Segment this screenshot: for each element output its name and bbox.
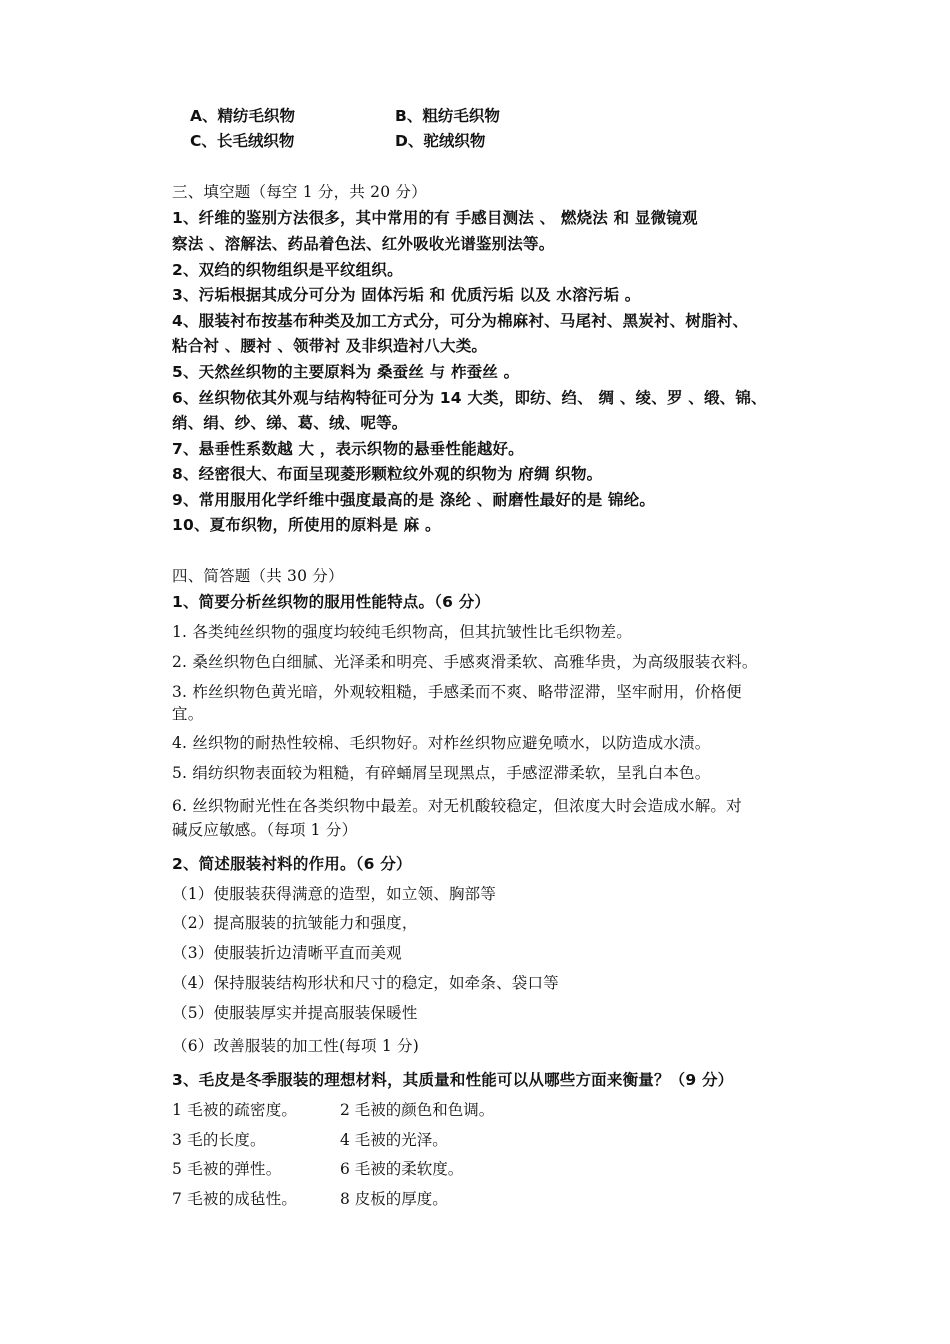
section4-heading: 四、简答题（共 30 分） [172,567,344,585]
fill-line: 2、双绉的织物组织是平纹组织。 [172,261,403,279]
fill-line: 5、天然丝织物的主要原料为 桑蚕丝 与 柞蚕丝 。 [172,363,520,381]
answer-line: 碱反应敏感。（每项 1 分） [172,821,358,839]
fill-line: 6、丝织物依其外观与结构特征可分为 14 大类，即纺、绉、 绸 、绫、罗 、缎、锦、 [172,389,767,407]
answer-item: 2 毛被的颜色和色调。 [340,1101,495,1119]
question-1-title: 1、简要分析丝织物的服用性能特点。（6 分） [172,593,491,611]
answer-line: 4. 丝织物的耐热性较棉、毛织物好。对柞丝织物应避免喷水，以防造成水渍。 [172,734,711,752]
answer-line: （6）改善服装的加工性(每项 1 分) [172,1037,419,1055]
option-a: A、精纺毛织物 [190,107,295,125]
fill-line: 9、常用服用化学纤维中强度最高的是 涤纶 、耐磨性最好的是 锦纶。 [172,491,656,509]
answer-item: 7 毛被的成毡性。 [172,1190,298,1208]
answer-line: （4）保持服装结构形状和尺寸的稳定，如牵条、袋口等 [172,974,559,992]
fill-line: 4、服装衬布按基布种类及加工方式分，可分为棉麻衬、马尾衬、黑炭衬、树脂衬、 [172,312,749,330]
fill-line: 7、悬垂性系数越 大 ，表示织物的悬垂性能越好。 [172,440,524,458]
answer-line: 5. 绢纺织物表面较为粗糙，有碎蛹屑呈现黑点，手感涩滞柔软，呈乳白本色。 [172,764,711,782]
answer-line: 3. 柞丝织物色黄光暗，外观较粗糙，手感柔而不爽、略带涩滞，坚牢耐用，价格便 [172,683,742,701]
answer-line: （5）使服装厚实并提高服装保暖性 [172,1004,418,1022]
option-c: C、长毛绒织物 [190,132,295,150]
fill-line: 1、纤维的鉴别方法很多，其中常用的有 手感目测法 、 燃烧法 和 显微镜观 [172,209,698,227]
answer-line: （3）使服装折边清晰平直而美观 [172,944,402,962]
option-d: D、驼绒织物 [395,132,486,150]
fill-line: 8、经密很大、布面呈现菱形颗粒纹外观的织物为 府绸 织物。 [172,465,603,483]
question-2-title: 2、简述服装衬料的作用。（6 分） [172,855,412,873]
option-b: B、粗纺毛织物 [395,107,500,125]
answer-item: 6 毛被的柔软度。 [340,1160,464,1178]
fill-line: 3、污垢根据其成分可分为 固体污垢 和 优质污垢 以及 水溶污垢 。 [172,286,641,304]
answer-item: 4 毛被的光泽。 [340,1131,448,1149]
section3-heading: 三、填空题（每空 1 分，共 20 分） [172,183,427,201]
answer-line: （2）提高服装的抗皱能力和强度， [172,914,418,932]
fill-line: 绡、绢、纱、绨、葛、绒、呢等。 [172,414,408,432]
answer-line: （1）使服装获得满意的造型，如立领、胸部等 [172,885,497,903]
fill-line: 粘合衬 、腰衬 、领带衬 及非织造衬八大类。 [172,337,488,355]
fill-line: 10、夏布织物，所使用的原料是 麻 。 [172,516,441,534]
answer-item: 5 毛被的弹性。 [172,1160,282,1178]
answer-line: 1. 各类纯丝织物的强度均较纯毛织物高，但其抗皱性比毛织物差。 [172,623,632,641]
answer-line: 2. 桑丝织物色白细腻、光泽柔和明亮、手感爽滑柔软、高雅华贵，为高级服装衣料。 [172,653,758,671]
answer-item: 8 皮板的厚度。 [340,1190,448,1208]
question-3-title: 3、毛皮是冬季服装的理想材料，其质量和性能可以从哪些方面来衡量？（9 分） [172,1071,734,1089]
fill-line: 察法 、溶解法、药品着色法、红外吸收光谱鉴别法等。 [172,235,555,253]
answer-item: 1 毛被的疏密度。 [172,1101,298,1119]
answer-line: 宜。 [172,705,204,723]
answer-line: 6. 丝织物耐光性在各类织物中最差。对无机酸较稳定，但浓度大时会造成水解。对 [172,797,742,815]
answer-item: 3 毛的长度。 [172,1131,266,1149]
